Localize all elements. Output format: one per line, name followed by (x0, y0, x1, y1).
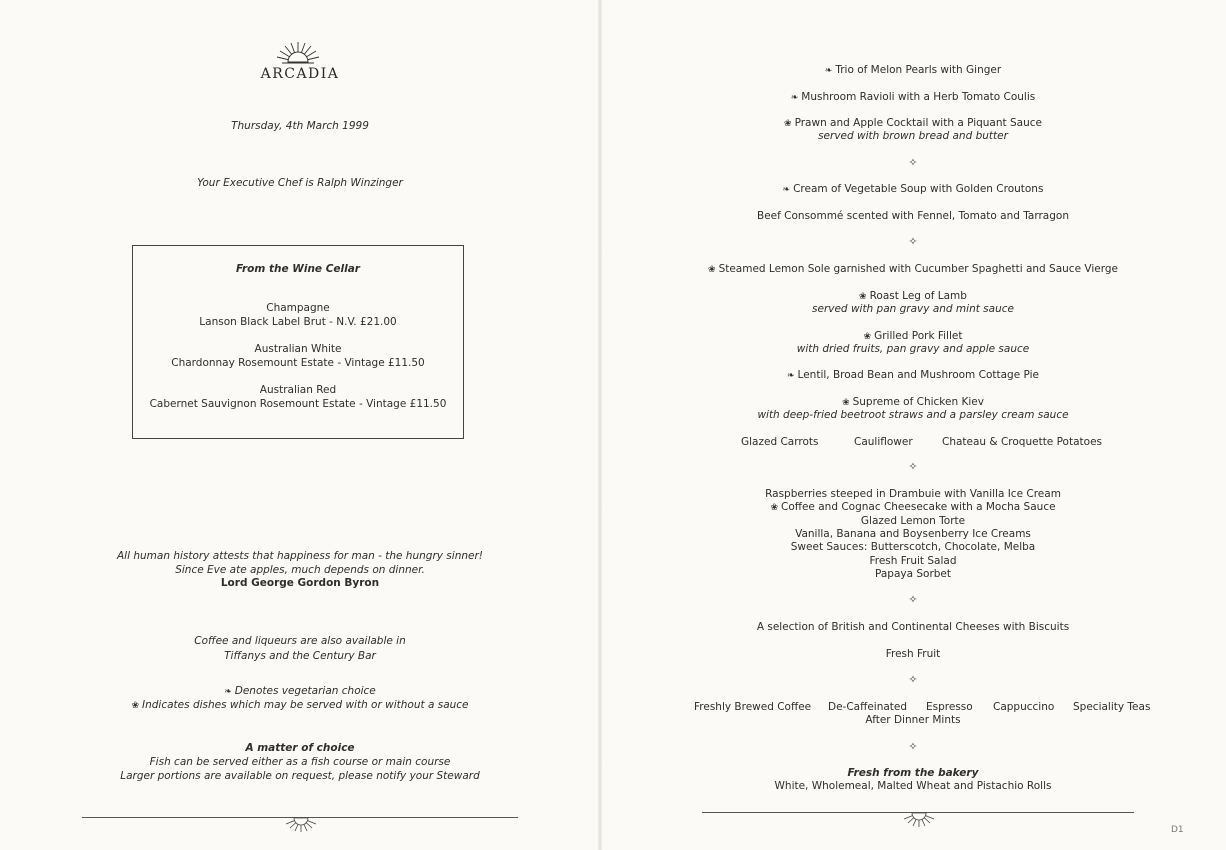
dish-name: Supreme of Chicken Kiev (852, 396, 984, 408)
dish-name: Grilled Pork Fillet (874, 330, 963, 342)
course-separator-icon: ✧ (908, 740, 918, 753)
flower-icon: ❀ (708, 265, 716, 275)
flower-icon: ❀ (770, 503, 778, 513)
course-separator-icon: ✧ (908, 673, 918, 686)
course-separator-icon: ✧ (908, 593, 918, 606)
bakery-items: White, Wholemeal, Malted Wheat and Pistachio Rolls (774, 780, 1052, 792)
vegetarian-icon: ❧ (224, 687, 232, 697)
dessert-item: Sweet Sauces: Butterscotch, Chocolate, Melba (790, 541, 1036, 553)
dessert-item: Vanilla, Banana and Boysenberry Ice Creams (795, 528, 1031, 540)
soup-item: Beef Consommé scented with Fennel, Tomato and Tarragon (757, 210, 1069, 222)
dish-name: Mushroom Ravioli with a Herb Tomato Coulis (801, 91, 1036, 103)
sunburst-ornament-icon (902, 811, 936, 829)
course-separator-icon: ✧ (908, 156, 918, 169)
fruit-item: Fresh Fruit (885, 648, 941, 660)
sunburst-logo-icon (276, 40, 320, 66)
menu-date: Thursday, 4th March 1999 (231, 120, 369, 132)
main-item (600, 369, 1226, 384)
dessert-item: Raspberries steeped in Drambuie with Vanilla Ice Cream (765, 488, 1061, 500)
dish-name: Prawn and Apple Cocktail with a Piquant Sauce (794, 117, 1042, 129)
left-page (0, 0, 600, 850)
vegetarian-icon: ❧ (824, 66, 833, 76)
vegetarian-legend (0, 685, 600, 700)
side-dish: Glazed Carrots (741, 436, 819, 448)
dessert-item: Fresh Fruit Salad (869, 555, 957, 567)
dish-name: Lentil, Broad Bean and Mushroom Cottage Pie (797, 369, 1039, 381)
wine-description: Chardonnay Rosemount Estate - Vintage £11.50 (171, 357, 425, 369)
choice-heading: A matter of choice (245, 742, 355, 754)
sunburst-ornament-icon (284, 816, 318, 834)
course-separator-icon: ✧ (908, 235, 918, 248)
dessert-item: Papaya Sorbet (874, 568, 952, 580)
coffee-note: Coffee and liqueurs are also available in (194, 635, 406, 647)
sauce-legend-text: Indicates dishes which may be served with or without a sauce (142, 699, 469, 711)
dish-subtitle: with deep-fried beetroot straws and a parsley cream sauce (757, 409, 1069, 421)
flower-icon: ❀ (784, 119, 792, 129)
dish-subtitle: with dried fruits, pan gravy and apple sauce (796, 343, 1030, 355)
starter-item (600, 64, 1226, 79)
wine-description: Lanson Black Label Brut - N.V. £21.00 (199, 316, 397, 328)
wine-type: Australian Red (259, 384, 337, 396)
vegetarian-icon: ❧ (782, 185, 791, 195)
dessert-item: Glazed Lemon Torte (860, 515, 966, 527)
dish-subtitle: served with pan gravy and mint sauce (812, 303, 1014, 315)
wine-type: Champagne (266, 302, 330, 314)
drink-item: Espresso (926, 701, 973, 713)
dish-name: Cream of Vegetable Soup with Golden Croutons (793, 183, 1044, 195)
dish-name: Trio of Melon Pearls with Ginger (835, 64, 1002, 76)
wine-cellar-box (132, 245, 464, 439)
wine-heading: From the Wine Cellar (235, 263, 360, 275)
wine-type: Australian White (254, 343, 342, 355)
starter-item (600, 91, 1226, 106)
vegetarian-icon: ❧ (787, 371, 795, 381)
dessert-item (600, 501, 1226, 516)
choice-note: Larger portions are available on request, please notify your Steward (120, 770, 480, 782)
quote-line: Since Eve ate apples, much depends on dinner. (175, 564, 425, 576)
choice-note: Fish can be served either as a fish course or main course (149, 756, 451, 768)
quote-line: All human history attests that happiness for man - the hungry sinner! (117, 550, 483, 562)
side-dish: Chateau & Croquette Potatoes (942, 436, 1103, 448)
executive-chef: Your Executive Chef is Ralph Winzinger (197, 177, 403, 189)
flower-icon: ❀ (842, 398, 850, 408)
dish-name: Coffee and Cognac Cheesecake with a Mocha Sauce (780, 501, 1056, 513)
wine-description: Cabernet Sauvignon Rosemount Estate - Vintage £11.50 (149, 398, 447, 410)
cheese-item: A selection of British and Continental Cheeses with Biscuits (756, 621, 1070, 633)
coffee-note: Tiffanys and the Century Bar (224, 650, 376, 662)
mints-item: After Dinner Mints (865, 714, 961, 726)
dish-name: Steamed Lemon Sole garnished with Cucumber Spaghetti and Sauce Vierge (718, 263, 1118, 275)
drink-item: De-Caffeinated (828, 701, 908, 713)
flower-icon: ❀ (131, 701, 140, 711)
side-dish: Cauliflower (854, 436, 913, 448)
drink-item: Freshly Brewed Coffee (694, 701, 812, 713)
fish-item (600, 263, 1226, 278)
flower-icon: ❀ (859, 292, 867, 302)
page-code: D1 (1171, 825, 1184, 835)
dish-subtitle: served with brown bread and butter (818, 130, 1008, 142)
dish-name: Roast Leg of Lamb (869, 290, 967, 302)
vegetarian-icon: ❧ (790, 93, 799, 103)
course-separator-icon: ✧ (908, 460, 918, 473)
flower-icon: ❀ (863, 332, 872, 342)
soup-item (600, 183, 1226, 198)
bakery-heading: Fresh from the bakery (847, 767, 979, 779)
quote-author: Lord George Gordon Byron (220, 577, 380, 589)
right-page (600, 0, 1226, 850)
sauce-legend (0, 699, 600, 714)
vegetarian-legend-text: Denotes vegetarian choice (234, 685, 376, 697)
drink-item: Cappuccino (993, 701, 1055, 713)
brand-name: ARCADIA (260, 66, 340, 82)
drink-item: Speciality Teas (1073, 701, 1151, 713)
